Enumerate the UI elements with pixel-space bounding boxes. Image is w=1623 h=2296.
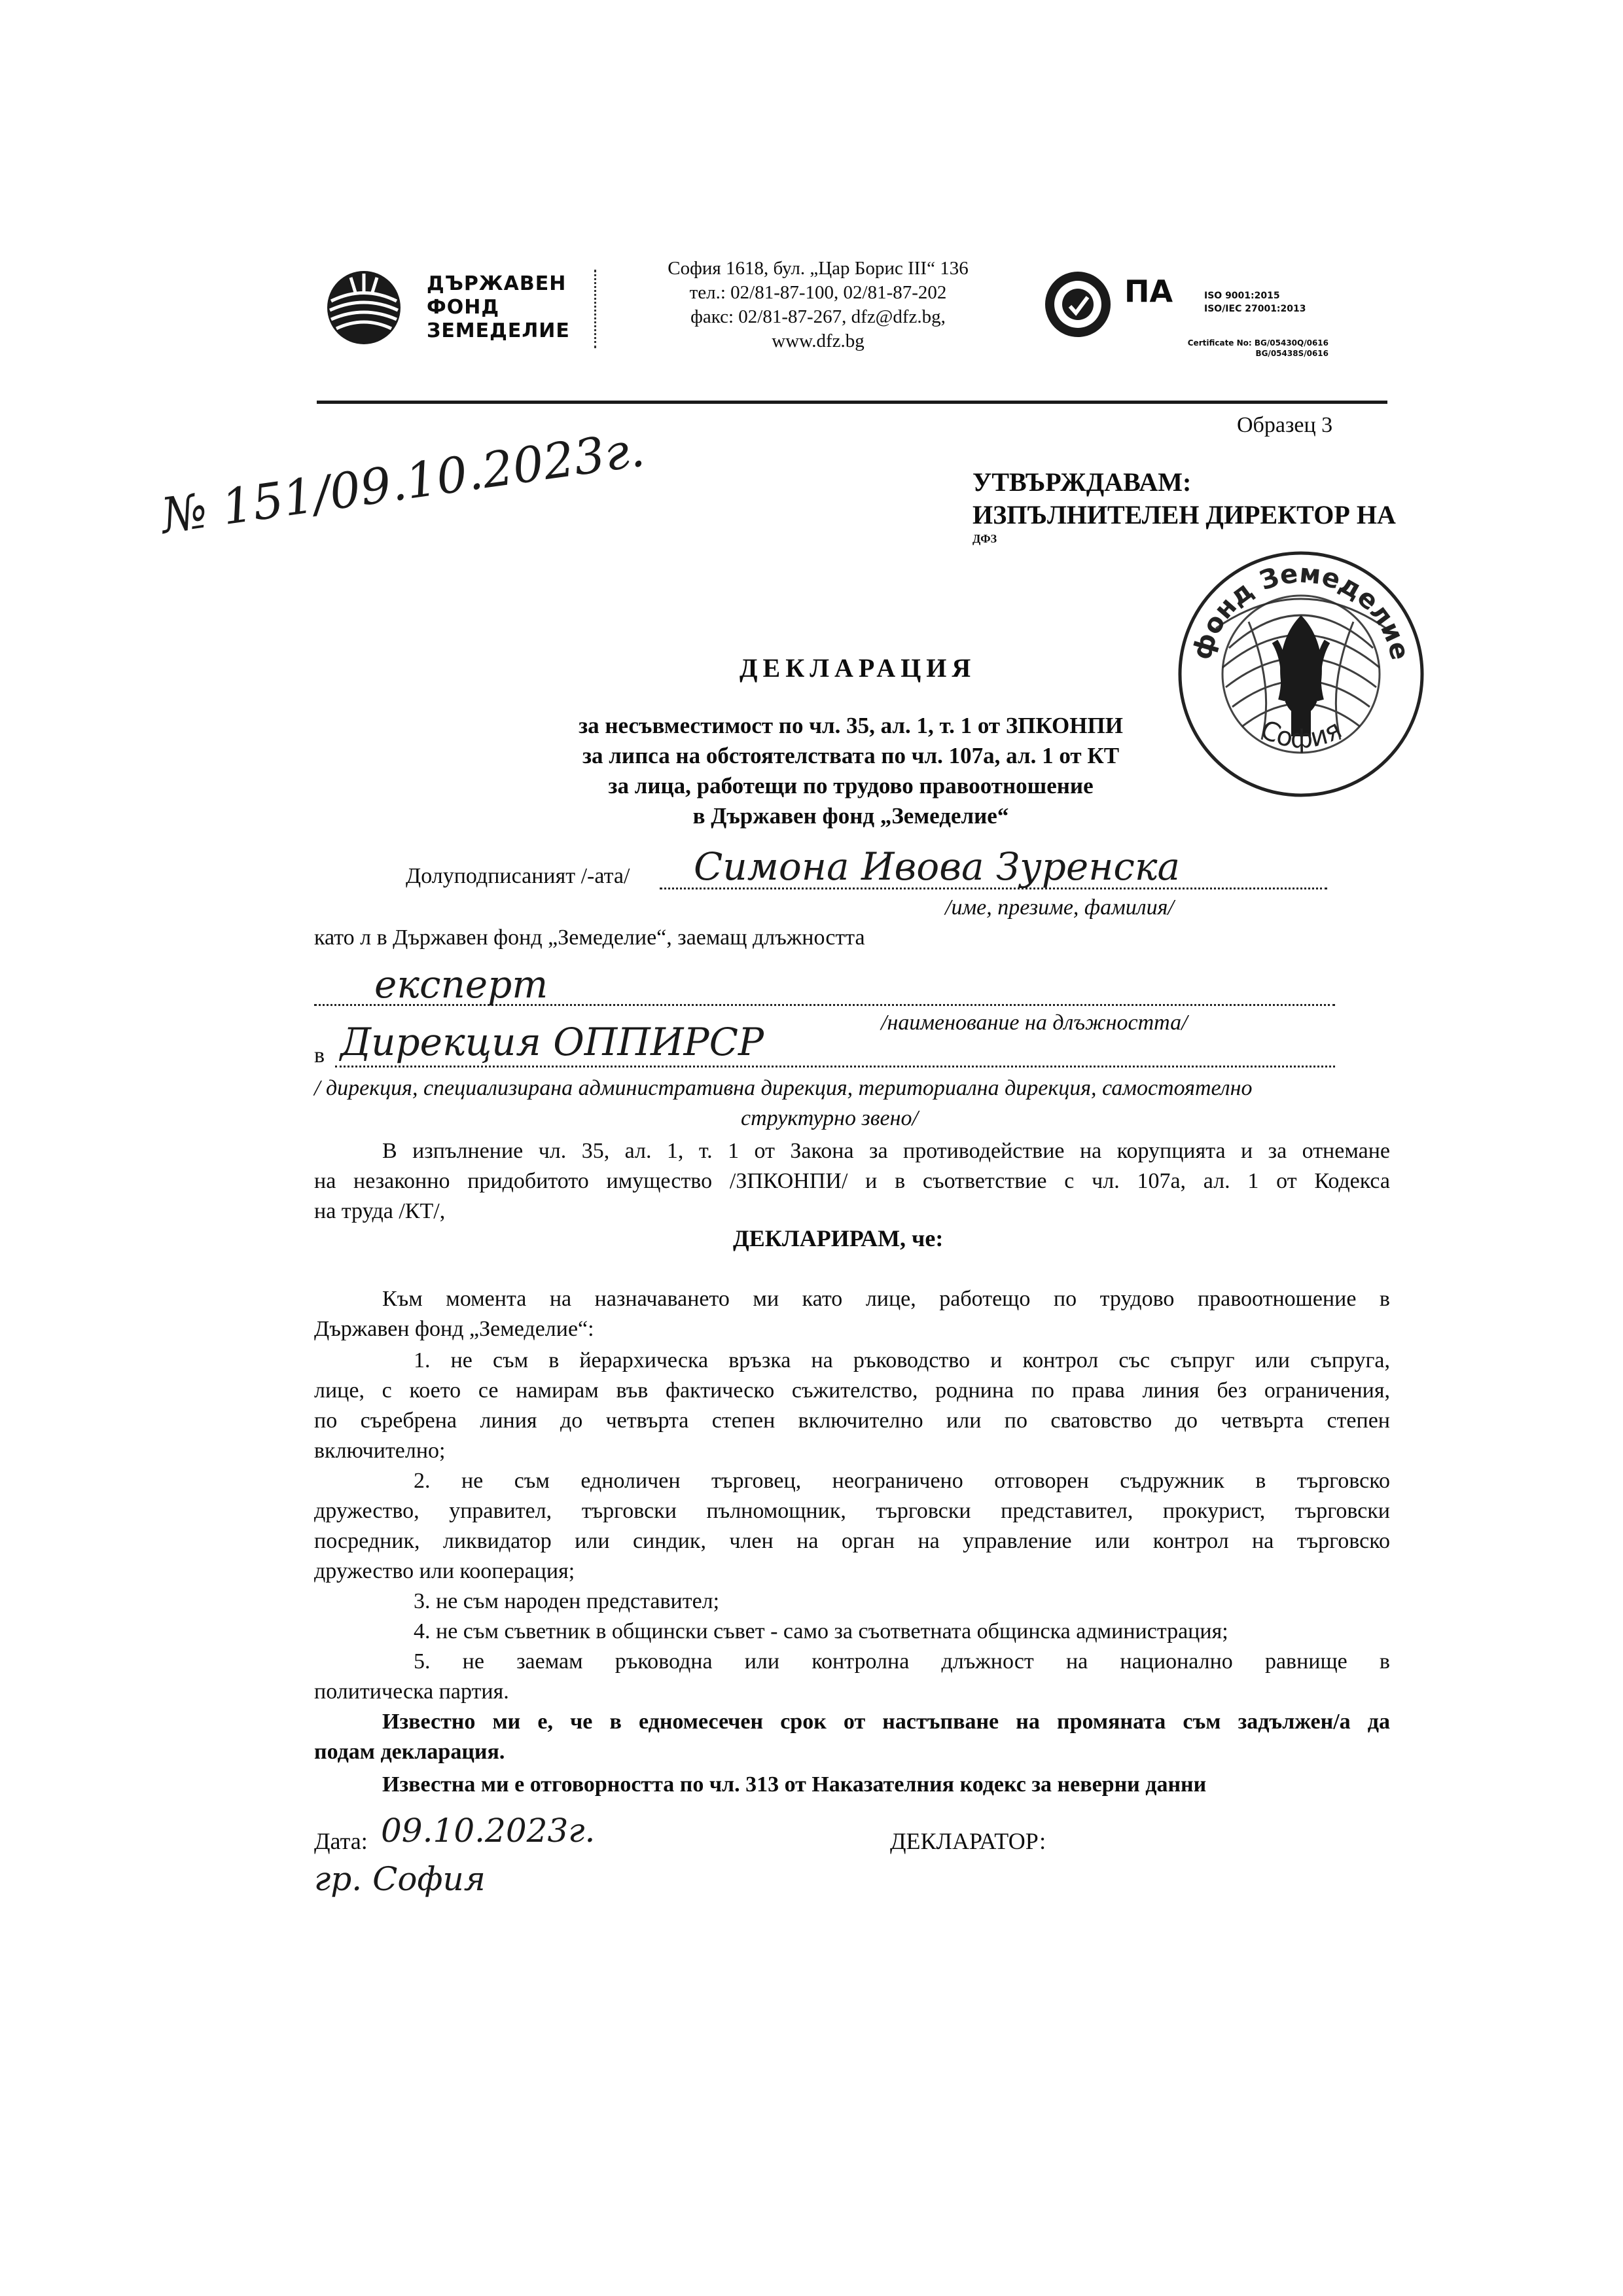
date-value[interactable]: 09.10.2023г.: [381, 1812, 596, 1850]
city-value[interactable]: гр. София: [314, 1860, 486, 1898]
unit-underline: [335, 1066, 1335, 1067]
approval-line: УТВЪРЖДАВАМ:: [972, 467, 1192, 497]
approval-line: ИЗПЪЛНИТЕЛЕН ДИРЕКТОР НА: [972, 500, 1396, 529]
item-2: дружество, управител, търговски пълномощник, търговски представител, прокурист, търговски: [314, 1499, 1390, 1523]
document-subtitle: [458, 711, 1243, 831]
org-name: [427, 272, 570, 343]
unit-caption: структурно звено/: [741, 1106, 918, 1130]
item-3: 3. не съм народен представител;: [414, 1589, 720, 1613]
unit-value[interactable]: Дирекция ОППИРСР: [340, 1020, 764, 1064]
signee-label: Долуподписаният /-ата/: [406, 864, 630, 888]
org-name-line: ФОНД: [427, 296, 500, 319]
registration-number: № 151/09.10.2023г.: [157, 421, 649, 545]
org-name-line: ДЪРЖАВЕН: [427, 272, 567, 295]
item-1: включително;: [314, 1439, 446, 1463]
intro-line: на труда /КТ/,: [314, 1199, 446, 1223]
unit-prefix: в: [314, 1043, 325, 1067]
address-line: www.dfz.bg: [772, 331, 865, 351]
item-2: дружество или кооперация;: [314, 1559, 575, 1583]
item-2: 2. не съм едноличен търговец, неограничено отговорен съдружник в търговско: [414, 1469, 1390, 1493]
position-value[interactable]: експерт: [374, 962, 548, 1007]
intro-line: на незаконно придобитото имущество /ЗПКОНПИ/ и в съответствие с чл. 107а, ал. 1 от Кодекса: [314, 1169, 1390, 1193]
subtitle-line: за несъвместимост по чл. 35, ал. 1, т. 1 от ЗПКОНПИ: [579, 713, 1123, 738]
position-caption: /наименование на длъжността/: [881, 1011, 1188, 1035]
unit-caption: / дирекция, специализирана административна дирекция, териториална дирекция, самостоятелно: [314, 1076, 1253, 1100]
cert-number-line: BG/05438S/0616: [1255, 349, 1329, 358]
cert-numbers: [1126, 338, 1329, 359]
declare-heading: ДЕКЛАРИРАМ, че:: [733, 1225, 944, 1251]
item-5: 5. не заемам ръководна или контролна длъжност на национално равнище в: [414, 1649, 1390, 1674]
subtitle-line: за липса на обстоятелствата по чл. 107а, ал. 1 от КТ: [582, 743, 1120, 768]
lead-line: Държавен фонд „Земеделие“:: [314, 1317, 594, 1341]
header-divider: [594, 270, 596, 348]
iso-line: ISO 9001:2015: [1204, 291, 1280, 301]
iso-standards: [1204, 289, 1306, 315]
document-title: ДЕКЛАРАЦИЯ: [740, 653, 976, 683]
dfz-logo-icon: [325, 268, 403, 347]
cert-number-line: Certificate No: BG/05430Q/0616: [1187, 338, 1329, 348]
lead-line: Към момента на назначаването ми като лице, работещо по трудово правоотношение в: [382, 1287, 1390, 1311]
subtitle-line: в Държавен фонд „Земеделие“: [692, 803, 1009, 829]
item-4: 4. не съм съветник в общински съвет - само за съответната общинска администрация;: [414, 1619, 1228, 1643]
header-rule: [317, 401, 1387, 404]
item-1: 1. не съм в йерархическа връзка на ръководство и контрол със съпруг или съпруга,: [414, 1348, 1390, 1372]
sample-label: Образец 3: [1237, 413, 1333, 437]
accreditation-seal-icon: [1042, 268, 1114, 340]
org-address: [628, 257, 1008, 353]
signee-name[interactable]: Симона Ивова Зуренска: [694, 844, 1181, 889]
stamp-bottom-text: София: [1255, 714, 1347, 755]
address-line: факс: 02/81-87-267, dfz@dfz.bg,: [690, 306, 946, 327]
approval-block: [972, 466, 1396, 546]
declarant-label: ДЕКЛАРАТОР:: [890, 1828, 1046, 1854]
item-5: политическа партия.: [314, 1679, 509, 1704]
date-label: Дата:: [314, 1828, 368, 1854]
employee-line: като л в Държавен фонд „Земеделие“, заемащ длъжността: [314, 925, 865, 950]
signee-caption: /име, презиме, фамилия/: [945, 895, 1174, 920]
address-line: София 1618, бул. „Цар Борис III“ 136: [668, 258, 969, 279]
iso-line: ISO/IEC 27001:2013: [1204, 304, 1306, 314]
notice-change: Известно ми е, че в едномесечен срок от настъпване на промяната съм задължен/а да: [382, 1710, 1390, 1734]
item-1: лице, с което се намирам във фактическо съжителство, роднина по права линия без ограничения,: [314, 1378, 1390, 1403]
notice-liability: Известна ми е отговорността по чл. 313 от Наказателния кодекс за неверни данни: [382, 1772, 1207, 1797]
cert-logo-text: ПА: [1124, 274, 1173, 309]
subtitle-line: за лица, работещи по трудово правоотношение: [608, 773, 1094, 798]
approval-line: ДФЗ: [972, 532, 997, 545]
intro-line: В изпълнение чл. 35, ал. 1, т. 1 от Закона за противодействие на корупцията и за отнемане: [382, 1139, 1390, 1163]
stamp-top-text: фонд Земеделие: [1186, 558, 1416, 663]
item-2: посредник, ликвидатор или синдик, член на орган на управление или контрол на търговско: [314, 1529, 1390, 1553]
notice-change: подам декларация.: [314, 1740, 505, 1764]
address-line: тел.: 02/81-87-100, 02/81-87-202: [689, 282, 947, 303]
org-name-line: ЗЕМЕДЕЛИЕ: [427, 319, 570, 342]
item-1: по съребрена линия до четвърта степен включително или по сватовство до четвърта степен: [314, 1408, 1390, 1433]
